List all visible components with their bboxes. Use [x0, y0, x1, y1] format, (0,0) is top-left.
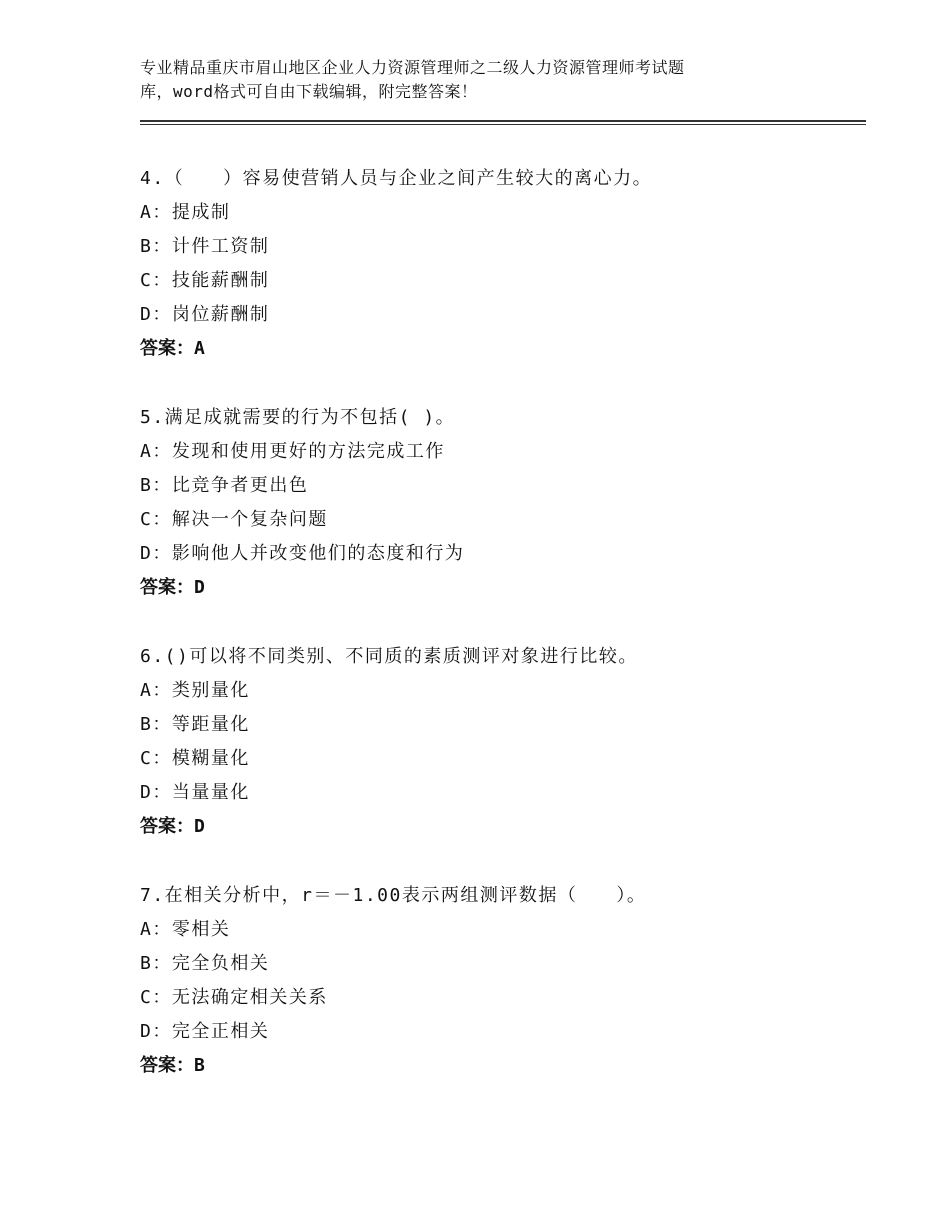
option-c: C：解决一个复杂问题 — [140, 509, 328, 530]
option-b: B：等距量化 — [140, 714, 250, 735]
document-title-line-1: 专业精品重庆市眉山地区企业人力资源管理师之二级人力资源管理师考试题 — [140, 58, 685, 77]
option-d: D：当量量化 — [140, 782, 250, 803]
option-d: D：完全正相关 — [140, 1021, 270, 1042]
option-a: A：发现和使用更好的方法完成工作 — [140, 441, 445, 462]
answer: 答案：B — [140, 1055, 205, 1076]
answer: 答案：D — [140, 577, 205, 598]
option-c: C：模糊量化 — [140, 748, 250, 769]
document-title — [140, 56, 800, 104]
header-divider-thick — [140, 120, 866, 122]
question-5 — [140, 401, 840, 640]
question-stem: 7.在相关分析中，r＝－1.00表示两组测评数据（ ）。 — [140, 885, 647, 906]
header-divider-thin — [140, 124, 866, 125]
option-a: A：零相关 — [140, 919, 231, 940]
option-c: C：无法确定相关关系 — [140, 987, 328, 1008]
question-stem: 4.（ ）容易使营销人员与企业之间产生较大的离心力。 — [140, 168, 653, 189]
option-b: B：完全负相关 — [140, 953, 270, 974]
option-d: D：影响他人并改变他们的态度和行为 — [140, 543, 465, 564]
option-b: B：计件工资制 — [140, 236, 270, 257]
question-6 — [140, 640, 840, 879]
option-a: A：提成制 — [140, 202, 231, 223]
document-title-line-2: 库，word格式可自由下载编辑，附完整答案！ — [140, 82, 478, 101]
answer: 答案：D — [140, 816, 205, 837]
question-7 — [140, 879, 840, 1118]
answer: 答案：A — [140, 338, 205, 359]
option-a: A：类别量化 — [140, 680, 250, 701]
question-list — [140, 162, 840, 1118]
question-stem: 5.满足成就需要的行为不包括( )。 — [140, 407, 456, 428]
option-d: D：岗位薪酬制 — [140, 304, 270, 325]
option-c: C：技能薪酬制 — [140, 270, 270, 291]
option-b: B：比竞争者更出色 — [140, 475, 309, 496]
question-4 — [140, 162, 840, 401]
question-stem: 6.()可以将不同类别、不同质的素质测评对象进行比较。 — [140, 646, 638, 667]
